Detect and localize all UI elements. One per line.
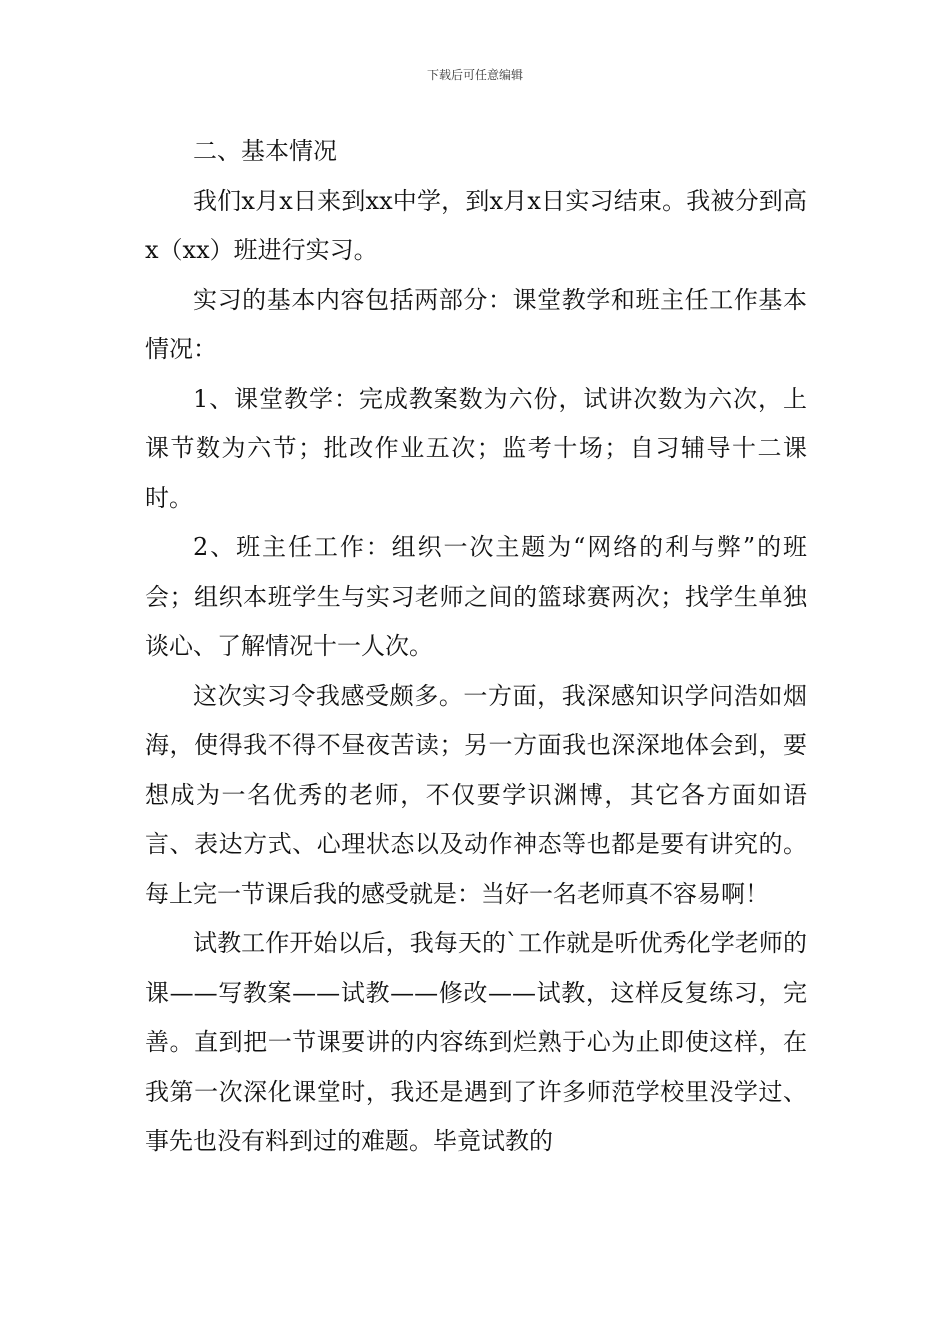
- paragraph-head-teacher-work: 2、班主任工作：组织一次主题为“网络的利与弊”的班会；组织本班学生与实习老师之间的篮球赛两次；找学生单独谈心、了解情况十一人次。: [145, 533, 807, 660]
- document-body: [145, 127, 807, 1167]
- paragraph-arrival: 我们x月x日来到xx中学，到x月x日实习结束。我被分到高x（xx）班进行实习。: [145, 186, 807, 264]
- section-heading: 二、基本情况: [193, 137, 337, 165]
- paragraph-reflections: 这次实习令我感受颇多。一方面，我深感知识学问浩如烟海，使得我不得不昼夜苦读；另一方面我也深深地体会到，要想成为一名优秀的老师，不仅要学识渊博，其它各方面如语言、表达方式、心理状态以及动作神态等也都是要有讲究的。每上完一节课后我的感受就是：当好一名老师真不容易啊！: [145, 681, 807, 908]
- paragraph-classroom-teaching: 1、课堂教学：完成教案数为六份，试讲次数为六次，上课节数为六节；批改作业五次；监考十场；自习辅导十二课时。: [145, 384, 807, 512]
- page-header-note: 下载后可任意编辑: [426, 68, 523, 82]
- paragraph-content-overview: 实习的基本内容包括两部分：课堂教学和班主任工作基本情况：: [145, 285, 807, 363]
- paragraph-trial-teaching: 试教工作开始以后，我每天的`工作就是听优秀化学老师的课——写教案——试教——修改——试教，这样反复练习，完善。直到把一节课要讲的内容练到烂熟于心为止即使这样，在我第一次深化课堂时，我还是遇到了许多师范学校里没学过、事先也没有料到过的难题。毕竟试教的: [145, 929, 807, 1155]
